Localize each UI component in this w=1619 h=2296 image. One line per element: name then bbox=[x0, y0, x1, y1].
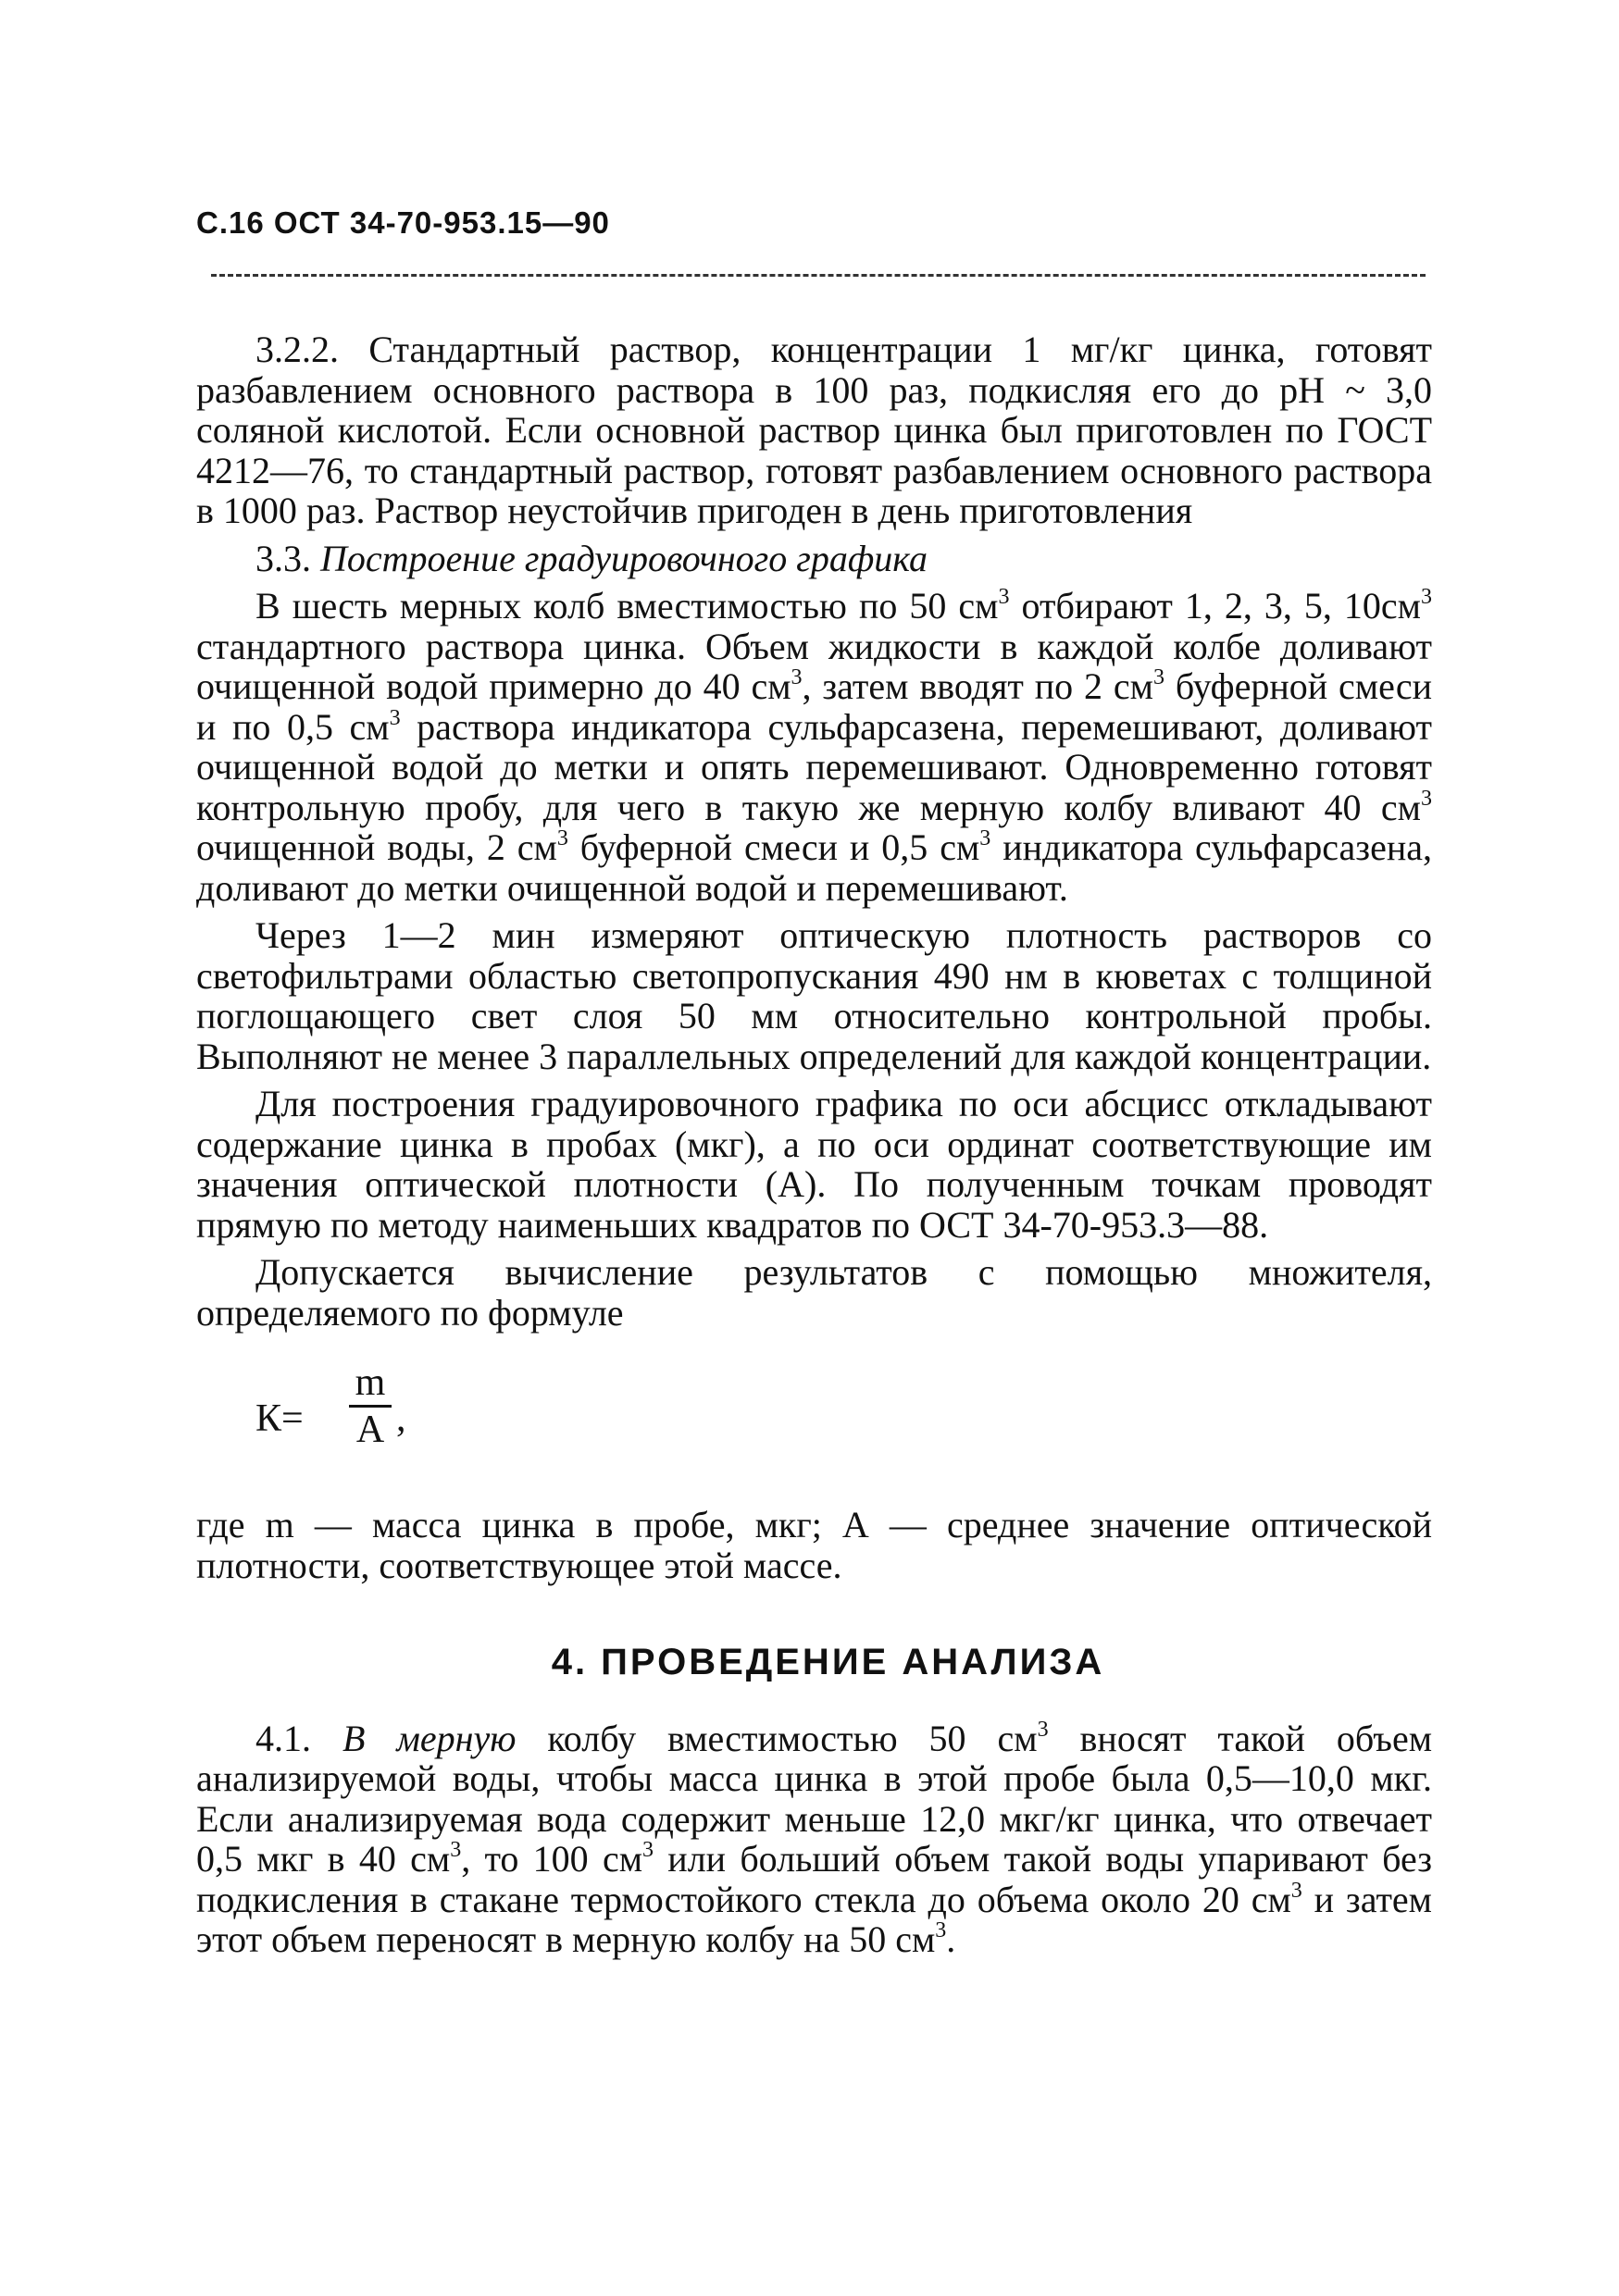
superscript: 3 bbox=[450, 1838, 462, 1862]
formula-denominator: А bbox=[355, 1409, 385, 1451]
text-run: В шесть мерных колб вместимостью по 50 см bbox=[255, 585, 999, 627]
section-4-heading: 4. ПРОВЕДЕНИЕ АНАЛИЗА bbox=[551, 1642, 1105, 1682]
formula-numerator: m bbox=[355, 1361, 386, 1404]
text-run: и затем этот объем переносят в мерную колбу на 50 см bbox=[196, 1878, 1432, 1960]
text-run: , затем вводят по 2 см bbox=[802, 665, 1153, 707]
superscript: 3 bbox=[1290, 1878, 1302, 1903]
paragraph-calibration-procedure bbox=[196, 586, 1432, 908]
italic-run: В мерную bbox=[342, 1717, 517, 1759]
superscript: 3 bbox=[1421, 786, 1432, 811]
paragraph-3-2-2: 3.2.2. Стандартный раствор, концентрации 1 мг/кг цинка, готовят разбавлением основного раствора в 100 раз, подкисляя его до рН ~ 3,0 соляной кислотой. Если основной раствор цинка был приготовлен по ГОСТ 4212—76, то стандартный раствор, готовят разбавлением основного раствора в 1000 раз. Раствор неустойчив пригоден в день приготовления bbox=[196, 329, 1432, 531]
superscript: 3 bbox=[1152, 665, 1164, 689]
subsection-number: 3.3. bbox=[255, 537, 320, 579]
text-run: индикатора сульфарсазена, доливают до метки очищенной водой и перемешивают. bbox=[196, 826, 1433, 909]
formula-trailing-comma: , bbox=[396, 1397, 406, 1440]
paragraph-where-definitions: где m — масса цинка в пробе, мкг; А — среднее значение оптической плотности, соответствующее этой массе. bbox=[196, 1504, 1432, 1586]
formula-fraction bbox=[347, 1360, 393, 1452]
clause-number: 4.1. bbox=[255, 1717, 342, 1759]
formula-lhs: К= bbox=[255, 1397, 304, 1440]
superscript: 3 bbox=[1421, 585, 1432, 609]
text-run: буферной смеси и по 0,5 см bbox=[196, 665, 1432, 748]
text-run: , то 100 см bbox=[461, 1838, 643, 1880]
superscript: 3 bbox=[998, 585, 1010, 609]
paragraph-graph-construction: Для построения градуировочного графика по оси абсцисс откладывают содержание цинка в пробах (мкг), а по оси ординат соответствующие им значения оптической плотности (А). По полученным точкам проводят прямую по методу наименьших квадратов по ОСТ 34-70-953.3—88. bbox=[196, 1083, 1432, 1246]
text-run: или больший объем такой воды упаривают без подкисления в стакане термостойкого стекла до объема около 20 см bbox=[196, 1838, 1433, 1920]
superscript: 3 bbox=[979, 826, 991, 850]
superscript: 3 bbox=[642, 1838, 654, 1862]
text-run: вносят такой объем анализируемой воды, чтобы масса цинка в этой пробе была 0,5—10,0 мкг. Если анализируемая вода содержит меньше 12,0 мкг/кг цинка, что отвечает 0,5 мкг в 40 см bbox=[196, 1717, 1433, 1880]
superscript: 3 bbox=[935, 1918, 947, 1942]
superscript: 3 bbox=[1037, 1717, 1049, 1742]
running-header: С.16 ОСТ 34-70-953.15—90 bbox=[196, 205, 610, 240]
text-run: буферной смеси и 0,5 см bbox=[567, 826, 980, 868]
subsection-title: Построение градуировочного графика bbox=[320, 537, 928, 579]
paragraph-optical-density: Через 1—2 мин измеряют оптическую плотность растворов со светофильтрами областью светопропускания 490 нм в кюветах с толщиной поглощающего свет слоя 50 мм относительно контрольной пробы. Выполняют не менее 3 параллельных определений для каждой концентрации. bbox=[196, 914, 1432, 1077]
subsection-3-3-heading bbox=[196, 539, 1432, 579]
superscript: 3 bbox=[389, 705, 401, 730]
page-body bbox=[196, 329, 1432, 1960]
paragraph-4-1 bbox=[196, 1719, 1432, 1960]
superscript: 3 bbox=[556, 826, 568, 850]
text-run: . bbox=[946, 1918, 956, 1960]
paragraph-formula-intro: Допускается вычисление результатов с помощью множителя, определяемого по формуле bbox=[196, 1251, 1432, 1334]
header-divider bbox=[211, 274, 1426, 277]
text-run: раствора индикатора сульфарсазена, перемешивают, доливают очищенной водой до метки и опять перемешивают. Одновременно готовят контрольную пробу, для чего в такую же мерную колбу вливают 40 см bbox=[196, 705, 1432, 828]
text-run: колбу вместимостью 50 см bbox=[516, 1717, 1038, 1759]
superscript: 3 bbox=[791, 665, 803, 689]
text-run: стандартного раствора цинка. Объем жидкости в каждой колбе доливают очищенной водой примерно до 40 см bbox=[196, 625, 1432, 707]
text-run: отбирают 1, 2, 3, 5, 10см bbox=[1009, 585, 1421, 627]
text-run: очищенной воды, 2 см bbox=[196, 826, 557, 868]
formula-k bbox=[255, 1360, 1432, 1481]
